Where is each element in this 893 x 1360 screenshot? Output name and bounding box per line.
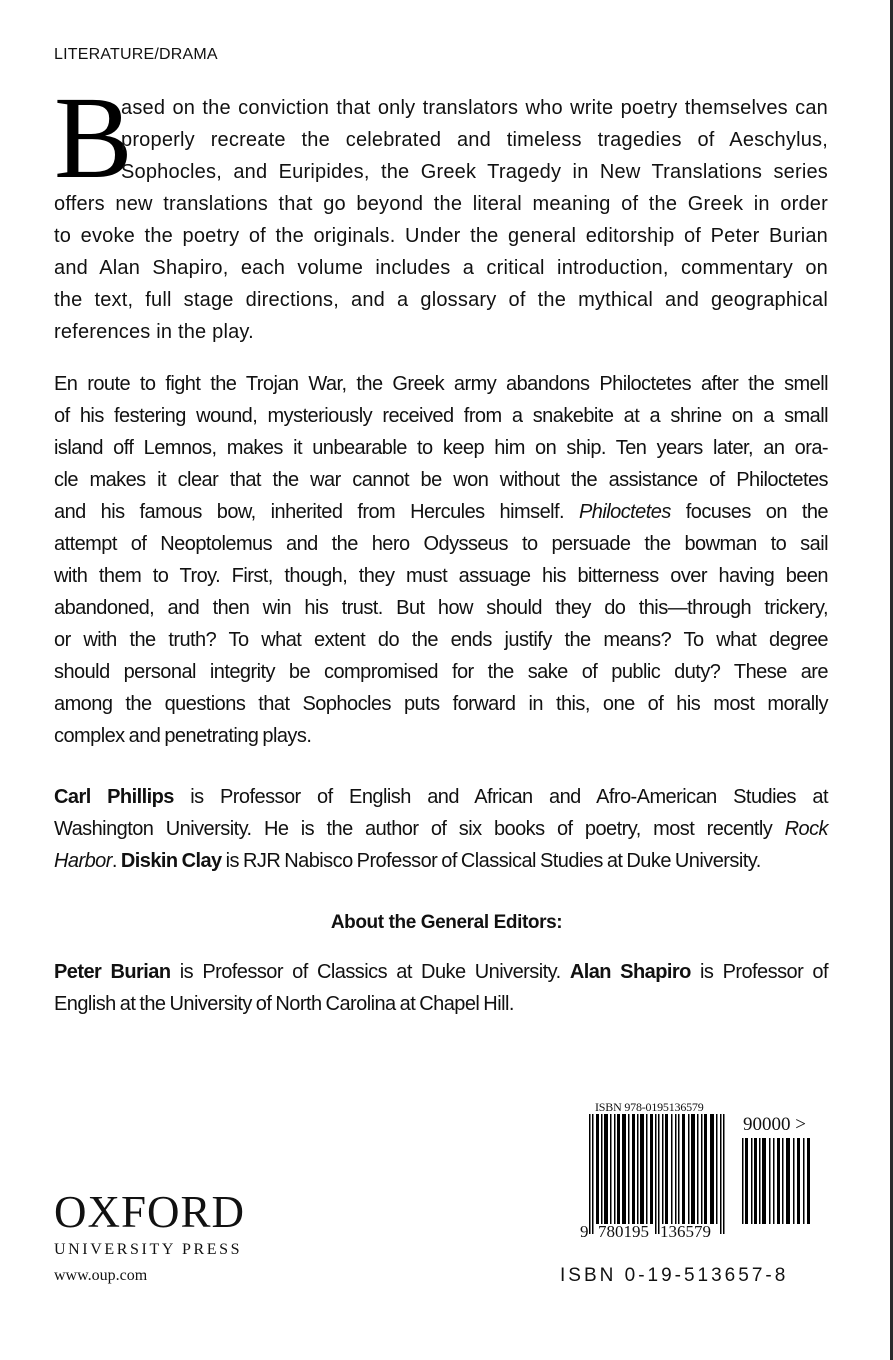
series-description bbox=[54, 72, 828, 348]
text-line bbox=[54, 496, 828, 528]
ean13-barcode-icon bbox=[589, 1114, 729, 1234]
text-line: En route to fight the Trojan War, the Greek army abandons Philoctetes after the smell bbox=[54, 373, 828, 395]
text-segment: is RJR Nabisco Professor of Classical Studies at Duke University. bbox=[221, 850, 761, 872]
addon-barcode-icon bbox=[742, 1138, 812, 1224]
text-line: Sophocles, and Euripides, the Greek Tragedy in New Translations series bbox=[121, 161, 828, 183]
barcode-digits bbox=[580, 1222, 722, 1242]
category-label: LITERATURE/DRAMA bbox=[54, 46, 218, 63]
text-line bbox=[54, 956, 828, 988]
text-line bbox=[54, 781, 828, 813]
barcode-digits-left: 780195 bbox=[598, 1222, 649, 1241]
text-segment: focuses on the bbox=[670, 501, 828, 523]
author-bios bbox=[54, 781, 828, 877]
text-line: offers new translations that go beyond the literal meaning of the Greek in order bbox=[54, 193, 828, 215]
text-segment: and his famous bow, inherited from Hercules himself. bbox=[54, 501, 579, 523]
text-line: abandoned, and then win his trust. But how should they do this—through trickery, bbox=[54, 597, 828, 619]
text-line: island off Lemnos, makes it unbearable to keep him on ship. Ten years later, an ora- bbox=[54, 437, 828, 459]
text-line: the text, full stage directions, and a glossary of the mythical and geographical bbox=[54, 289, 828, 311]
text-line: ased on the conviction that only translators who write poetry themselves can bbox=[121, 97, 828, 119]
barcode-digit-first: 9 bbox=[580, 1222, 589, 1241]
text-segment: Washington University. He is the author of six books of poetry, most recently bbox=[54, 818, 785, 840]
text-line: references in the play. bbox=[54, 321, 254, 343]
barcode-digits-right: 136579 bbox=[660, 1222, 711, 1241]
publisher-url[interactable]: www.oup.com bbox=[54, 1267, 148, 1284]
book-title: Harbor bbox=[54, 850, 112, 872]
editors-heading: About the General Editors: bbox=[330, 912, 563, 933]
text-line: of his festering wound, mysteriously received from a snakebite at a shrine on a small bbox=[54, 405, 828, 427]
text-line bbox=[54, 845, 828, 877]
publisher-name: OXFORD bbox=[54, 1187, 246, 1237]
text-line: and Alan Shapiro, each volume includes a critical introduction, commentary on bbox=[54, 257, 828, 279]
text-segment: is Professor of Classics at Duke University. bbox=[170, 961, 570, 983]
play-synopsis bbox=[54, 368, 828, 752]
text-line: or with the truth? To what extent do the ends justify the means? To what degree bbox=[54, 629, 828, 651]
author-name: Carl Phillips bbox=[54, 786, 174, 808]
editor-name: Alan Shapiro bbox=[569, 961, 691, 983]
play-title: Philoctetes bbox=[579, 501, 671, 523]
text-line: properly recreate the celebrated and timeless tragedies of Aeschylus, bbox=[121, 129, 828, 151]
publisher-subtitle: UNIVERSITY PRESS bbox=[54, 1241, 243, 1258]
text-segment: is Professor of bbox=[690, 961, 828, 983]
isbn13-label: ISBN 978-0195136579 bbox=[595, 1100, 704, 1114]
text-line: cle makes it clear that the war cannot be won without the assistance of Philoctetes bbox=[54, 469, 828, 491]
text-line: to evoke the poetry of the originals. Under the general editorship of Peter Burian bbox=[54, 225, 828, 247]
text-line bbox=[54, 813, 828, 845]
editor-bios bbox=[54, 956, 828, 1020]
author-name: Diskin Clay bbox=[120, 850, 222, 872]
text-line: English at the University of North Carolina at Chapel Hill. bbox=[54, 993, 514, 1015]
addon-price-code: 90000 > bbox=[743, 1114, 806, 1135]
book-title: Rock bbox=[784, 818, 828, 840]
text-line: should personal integrity be compromised for the sake of public duty? These are bbox=[54, 661, 828, 683]
text-line: attempt of Neoptolemus and the hero Odysseus to persuade the bowman to sail bbox=[54, 533, 828, 555]
isbn-barcode bbox=[560, 1100, 880, 1300]
text-line: complex and penetrating plays. bbox=[54, 725, 312, 747]
text-line: with them to Troy. First, though, they must assuage his bitterness over having been bbox=[54, 565, 828, 587]
editor-name: Peter Burian bbox=[54, 961, 171, 983]
text-segment: . bbox=[111, 850, 121, 872]
text-line: among the questions that Sophocles puts forward in this, one of his most morally bbox=[54, 693, 828, 715]
text-segment: is Professor of English and African and Afro-American Studies at bbox=[173, 786, 828, 808]
drop-cap: B bbox=[54, 72, 133, 203]
publisher-logo bbox=[54, 1187, 246, 1286]
isbn10-label: ISBN 0-19-513657-8 bbox=[560, 1265, 789, 1286]
